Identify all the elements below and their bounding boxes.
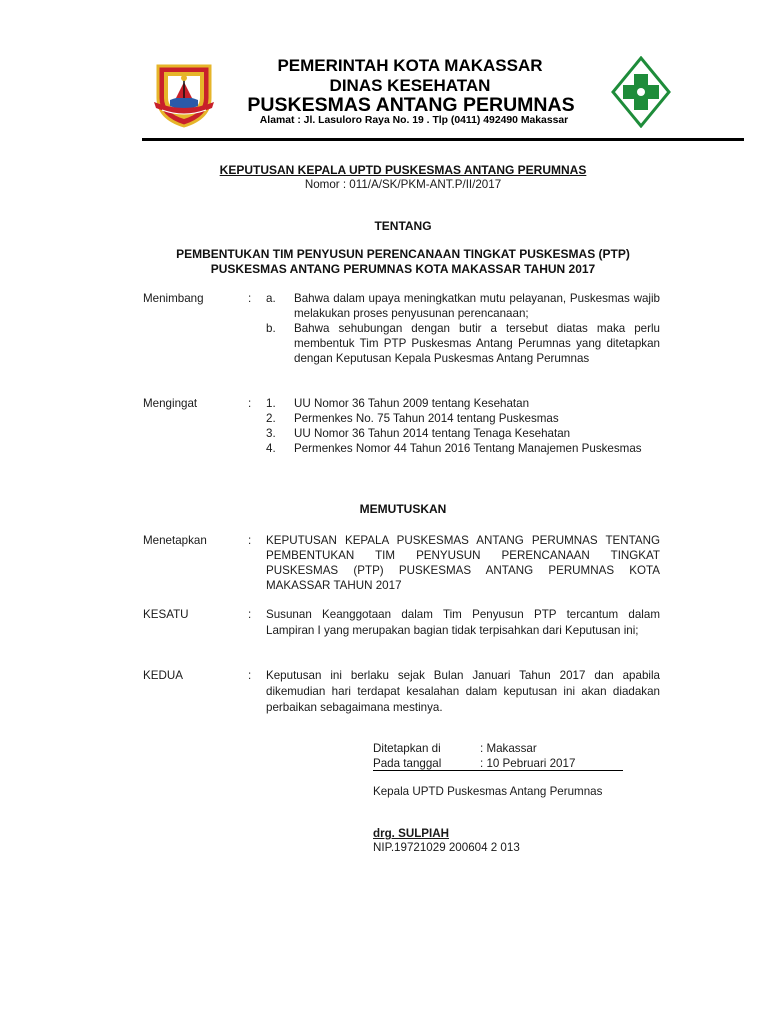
kesatu-colon: : xyxy=(248,608,252,621)
address-line: Alamat : Jl. Lasuloro Raya No. 19 . Tlp (0411) 492490 Makassar xyxy=(259,115,569,126)
kedua-text: Keputusan ini berlaku sejak Bulan Januari Tahun 2017 dan apabila dikemudian hari terdapat kesalahan dalam keputusan ini akan diadakan perbaikan sebagaimana mestinya. xyxy=(266,669,660,714)
mengingat-colon: : xyxy=(248,397,252,410)
menimbang-label: Menimbang xyxy=(143,292,204,305)
tentang-heading: TENTANG xyxy=(374,219,432,233)
list-item xyxy=(266,291,660,321)
puskesmas-cross-logo xyxy=(609,56,673,128)
menimbang-list xyxy=(266,291,660,366)
list-item xyxy=(266,441,660,456)
list-text: Permenkes No. 75 Tahun 2014 tentang Puskesmas xyxy=(294,412,559,425)
kedua-colon: : xyxy=(248,669,252,682)
list-text: Bahwa dalam upaya meningkatkan mutu pelayanan, Puskesmas wajib melakukan proses penyusunan perencanaan; xyxy=(294,292,660,320)
list-marker: 4. xyxy=(266,442,276,455)
kesatu-label: KESATU xyxy=(143,608,189,621)
kesatu-text: Susunan Keanggotaan dalam Tim Penyusun PTP tercantum dalam Lampiran I yang merupakan bagian tidak terpisahkan dari Keputusan ini; xyxy=(266,608,660,637)
letterhead-rule xyxy=(142,138,744,141)
city-crest-logo xyxy=(148,58,220,130)
tanggal-row xyxy=(373,756,633,771)
mengingat-list xyxy=(266,396,660,456)
kedua-label: KEDUA xyxy=(143,669,183,682)
menimbang-colon: : xyxy=(248,292,252,305)
signatory-position: Kepala UPTD Puskesmas Antang Perumnas xyxy=(373,785,603,798)
list-item xyxy=(266,411,660,426)
signatory-name: drg. SULPIAH xyxy=(373,827,450,840)
menetapkan-text: KEPUTUSAN KEPALA PUSKESMAS ANTANG PERUMNAS TENTANG PEMBENTUKAN TIM PENYUSUN PERENCANAAN TINGKAT PUSKESMAS (PTP) PUSKESMAS ANTANG PERUMNAS KOTA MAKASSAR TAHUN 2017 xyxy=(266,534,660,592)
signature-block xyxy=(373,741,633,771)
tanggal-label: Pada tanggal xyxy=(373,757,442,770)
decree-title: KEPUTUSAN KEPALA UPTD PUSKESMAS ANTANG PERUMNAS xyxy=(219,163,587,177)
list-item xyxy=(266,426,660,441)
government-name: PEMERINTAH KOTA MAKASSAR xyxy=(277,56,543,75)
signature-date-rule xyxy=(373,770,623,771)
decree-subject-line2: PUSKESMAS ANTANG PERUMNAS KOTA MAKASSAR TAHUN 2017 xyxy=(210,262,596,276)
list-text: Permenkes Nomor 44 Tahun 2016 Tentang Manajemen Puskesmas xyxy=(294,442,642,455)
list-text: UU Nomor 36 Tahun 2009 tentang Kesehatan xyxy=(294,397,530,410)
department-name: DINAS KESEHATAN xyxy=(329,76,491,95)
decree-subject-line1: PEMBENTUKAN TIM PENYUSUN PERENCANAAN TINGKAT PUSKESMAS (PTP) xyxy=(176,247,630,261)
list-marker: 2. xyxy=(266,412,276,425)
memutuskan-heading: MEMUTUSKAN xyxy=(359,502,447,516)
ditetapkan-row xyxy=(373,741,633,756)
mengingat-label: Mengingat xyxy=(143,397,198,410)
signatory-nip: NIP.19721029 200604 2 013 xyxy=(373,841,520,854)
list-marker: a. xyxy=(266,292,276,305)
list-marker: b. xyxy=(266,322,276,335)
list-marker: 1. xyxy=(266,397,276,410)
list-item xyxy=(266,321,660,366)
menetapkan-label: Menetapkan xyxy=(143,534,207,547)
list-item xyxy=(266,396,660,411)
list-text: Bahwa sehubungan dengan butir a tersebut diatas maka perlu membentuk Tim PTP Puskesmas Antang Perumnas yang ditetapkan dengan Keputusan Kepala Puskesmas Antang Perumnas xyxy=(294,322,660,365)
ditetapkan-value: : Makassar xyxy=(480,742,537,755)
menetapkan-colon: : xyxy=(248,534,252,547)
puskesmas-name: PUSKESMAS ANTANG PERUMNAS xyxy=(247,94,575,116)
tanggal-value: : 10 Pebruari 2017 xyxy=(480,757,576,770)
list-text: UU Nomor 36 Tahun 2014 tentang Tenaga Kesehatan xyxy=(294,427,571,440)
ditetapkan-label: Ditetapkan di xyxy=(373,742,441,755)
decree-number: Nomor : 011/A/SK/PKM-ANT.P/II/2017 xyxy=(304,178,502,191)
list-marker: 3. xyxy=(266,427,276,440)
